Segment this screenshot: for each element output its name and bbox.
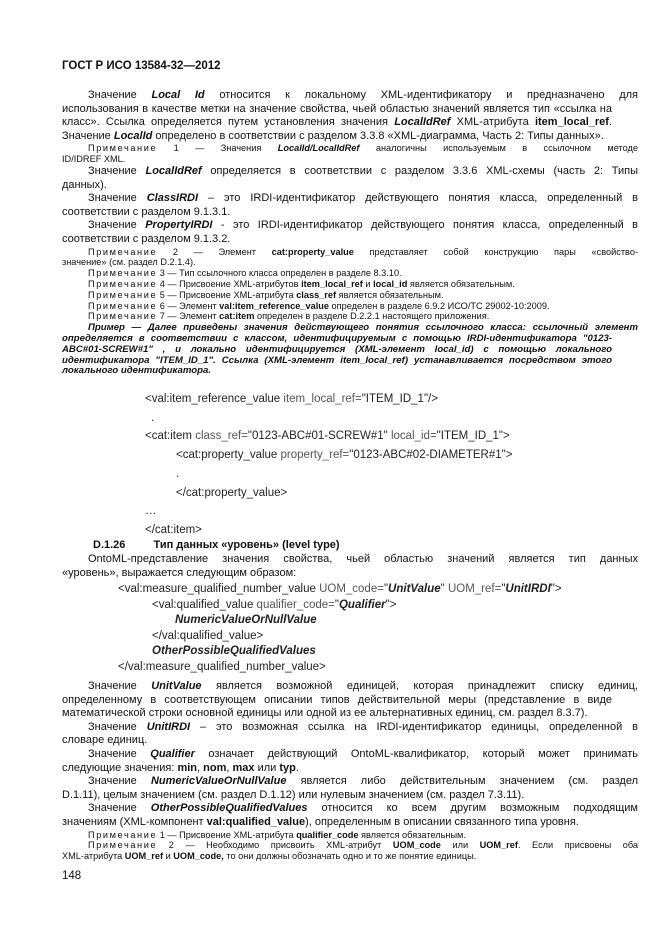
text-run: 1 — Значения <box>157 143 278 154</box>
text-line <box>62 734 612 747</box>
code-token: " <box>440 583 448 595</box>
text-line <box>62 192 638 205</box>
text-line <box>62 707 612 720</box>
text-run: UnitValue <box>151 680 202 692</box>
text-run: является возможной единицей, которая принадлежит списку единиц, <box>201 680 638 692</box>
text-run: UOM_ref <box>479 840 518 851</box>
text-run: то они должны обозначать одно и то же понятие единицы. <box>223 851 477 862</box>
text-run: , <box>226 761 233 774</box>
text-run: использования в качестве метки на значение свойства, чьей областью значений является тип «ссылка на <box>62 102 612 115</box>
code-token: <cat:property_value <box>176 449 281 462</box>
code-token: . <box>151 411 155 424</box>
code-token: " <box>383 583 389 595</box>
text-run: Пример — Далее приведены значения действующего понятия ссылочного класса: ссылочный элемент <box>88 322 638 334</box>
code-line <box>176 486 287 500</box>
code-line <box>118 582 562 596</box>
text-line <box>62 789 612 802</box>
code-token: UOM_ref= <box>447 583 502 595</box>
text-run: Примечание <box>88 311 158 322</box>
code-token: "0123-ABC#02-DIAMETER#1"> <box>349 449 513 462</box>
document-header: ГОСТ Р ИСО 13584-32—2012 <box>62 60 221 72</box>
text-run: Значение <box>88 802 151 815</box>
text-line <box>62 116 612 129</box>
text-run: 1 — Присвоение XML-атрибута <box>157 829 297 840</box>
code-token: qualifier_code= <box>256 598 335 611</box>
text-line <box>62 553 638 566</box>
text-line <box>62 322 638 333</box>
text-run: XML-атрибута <box>62 851 125 862</box>
text-run: cat:item <box>219 311 255 322</box>
text-line <box>62 143 638 154</box>
text-run: означает действующий OntoML-квалификатор, который может принимать <box>194 748 638 760</box>
text-run: val:qualified_value <box>206 816 306 828</box>
code-token: </val:qualified_value> <box>152 629 264 642</box>
text-run: и <box>362 279 374 289</box>
text-run: max <box>232 761 255 774</box>
text-line <box>62 840 638 851</box>
text-run: ABC#01-SCREW#1" , и локально идентифицируется (XML-элемент local_id) с помощью локального <box>62 343 612 355</box>
text-run: соответствии с разделом 9.1.3.1. <box>62 205 231 218</box>
text-line <box>62 355 612 366</box>
text-line <box>62 103 612 116</box>
text-run: Значение <box>88 680 152 692</box>
code-token: " <box>501 583 506 595</box>
text-run: определен в разделе 6.9.2 ИСО/ТС 29002-10:2009. <box>328 300 550 311</box>
text-line <box>62 219 638 232</box>
text-line <box>62 247 638 258</box>
text-run: является обязательным. <box>336 289 444 300</box>
code-token: "ITEM_ID_1"> <box>436 430 510 443</box>
code-token: … <box>145 505 157 518</box>
text-run: 6 — Элемент <box>157 300 220 311</box>
code-token: local_id= <box>390 430 437 443</box>
text-run: Значение <box>88 720 147 733</box>
text-run: аналогичны используемым в ссылочном методе <box>359 143 638 154</box>
code-line <box>176 448 512 462</box>
text-run: определено в соответствии с разделом 3.3.8 «XML-диаграмма, Часть 2: Типы данных». <box>152 129 604 142</box>
text-run: относится ко всем другим возможным подходящим <box>307 802 638 815</box>
text-run: Значение <box>88 775 151 788</box>
code-token: UnitValue <box>388 583 441 595</box>
text-run: представляет собой конструкцию пары «свойство- <box>353 246 638 257</box>
text-run: – это IRDI-идентификатор действующего понятия класса, определенный в <box>198 192 638 205</box>
text-run: local_id <box>373 279 408 289</box>
text-line <box>62 567 612 580</box>
text-run: XML-атрибута <box>450 116 535 129</box>
text-run: определен в разделе D.2.2.1 настоящего приложения. <box>254 311 490 322</box>
code-token: </val:measure_qualified_number_value> <box>118 661 326 673</box>
code-token: </cat:item> <box>145 523 202 536</box>
text-run: 5 — Присвоение XML-атрибута <box>157 289 297 300</box>
text-line <box>62 206 612 219</box>
text-run: Примечание <box>88 279 158 289</box>
text-run: значение» (см. раздел D.2.1.4). <box>62 257 196 268</box>
text-run: item_local_ref <box>301 279 363 289</box>
text-run: Значение <box>62 129 114 142</box>
text-line <box>62 311 638 322</box>
text-line <box>62 680 638 693</box>
text-run: cat:property_value <box>271 246 354 257</box>
text-line <box>62 721 638 734</box>
text-run: относится к локальному XML-идентификатору и предназначено для <box>204 89 638 101</box>
code-line <box>145 504 157 518</box>
text-run: 4 — Присвоение XML-атрибутов <box>157 279 302 289</box>
text-run: Примечание <box>88 246 158 257</box>
code-token: Qualifier <box>338 598 386 611</box>
text-run: ID/IDREF XML. <box>62 154 126 165</box>
text-run: данных). <box>62 178 107 191</box>
text-line <box>62 165 638 178</box>
code-token: "0123-ABC#01-SCREW#1" <box>247 430 391 443</box>
code-token: NumericValueOrNullValue <box>175 614 317 627</box>
code-token: <val:qualified_value <box>152 598 257 611</box>
text-run: typ <box>279 761 296 774</box>
code-line <box>152 644 316 658</box>
text-run: item_local_ref <box>534 116 609 129</box>
code-token: item_local_ref= <box>283 393 362 405</box>
text-line <box>62 816 612 829</box>
text-run: Примечание <box>88 829 158 840</box>
section-title: Тип данных «уровень» (level type) <box>153 539 340 551</box>
text-run: nom <box>203 761 227 774</box>
text-run: LocalId/LocalIdRef <box>277 143 360 154</box>
text-line <box>62 179 612 192</box>
text-line <box>62 279 638 290</box>
text-line <box>62 154 612 165</box>
code-token: <val:item_reference_value <box>145 393 284 405</box>
code-line <box>152 598 396 612</box>
code-token: UnitIRDI <box>505 583 551 595</box>
text-line <box>62 748 638 761</box>
text-run: «уровень», выражается следующим образом: <box>62 566 297 579</box>
code-token: <cat:item <box>145 430 196 443</box>
text-run: LocalIdRef <box>394 116 451 129</box>
text-run: . Если присвоены оба <box>517 840 639 851</box>
text-run: NumericValueOrNullValue <box>150 775 287 788</box>
code-token: property_ref= <box>280 449 350 462</box>
section-number: D.1.26 <box>93 539 126 551</box>
code-line <box>145 523 202 537</box>
text-run: D.1.11), целым значением (см. раздел D.1.12) или нулевым значением (см. раздел 7.3.11). <box>62 788 525 801</box>
code-line <box>118 660 326 674</box>
code-line <box>176 467 179 481</box>
code-token: "> <box>385 598 397 611</box>
text-line <box>62 268 638 279</box>
code-line <box>152 629 263 643</box>
text-run: 7 — Элемент <box>157 311 220 322</box>
text-run: Qualifier <box>150 748 195 760</box>
text-line <box>62 344 612 355</box>
code-line <box>175 613 317 627</box>
text-run: Значение <box>88 192 147 205</box>
text-line <box>62 233 612 246</box>
text-run: математической строки основной единицы или одной из ее альтернативных единиц, см. раздел 8.3.7). <box>62 707 588 720</box>
text-line <box>62 301 638 312</box>
text-line <box>62 290 638 301</box>
text-run: или <box>254 761 280 774</box>
text-run: qualifier_code <box>296 829 359 840</box>
text-run: и <box>163 851 174 862</box>
text-run: Примечание <box>88 840 158 851</box>
text-run: Примечание <box>88 300 158 311</box>
text-run: является обязательным. <box>407 279 515 289</box>
text-run: 2 — Элемент <box>157 246 272 257</box>
text-run: OntoML-представление значения свойства, чьей областью значений является тип данных <box>88 553 638 565</box>
code-token: "ITEM_ID_1"/> <box>361 393 438 405</box>
text-run: локального идентификатора. <box>62 365 211 377</box>
code-line <box>151 411 154 425</box>
text-line <box>62 775 638 788</box>
text-run: идентификатора "ITEM_ID_1". Ссылка (XML-элемент item_local_ref) устанавливается посредством этого <box>62 354 612 366</box>
text-run: LocalIdRef <box>145 165 202 177</box>
text-line <box>62 365 612 376</box>
text-run: класс». Ссылка определяется путем установления значения <box>62 116 395 129</box>
code-token: "> <box>550 583 562 595</box>
text-run: , <box>197 761 204 774</box>
text-run: UOM_code <box>392 840 441 851</box>
text-line <box>62 333 612 344</box>
code-line <box>145 429 510 443</box>
text-line <box>62 830 638 841</box>
text-run: val:item_reference_value <box>219 300 329 311</box>
text-run: ), определенным в описании связанного типа уровня. <box>305 816 579 828</box>
text-run: – это возможная ссылка на IRDI-идентификатор единицы, определенной в <box>190 720 638 733</box>
text-run: Примечание <box>88 289 158 300</box>
section-heading <box>93 539 643 552</box>
text-line <box>62 802 638 815</box>
text-run: 3 — Тип ссылочного класса определен в разделе 8.3.10. <box>157 268 402 279</box>
code-token: . <box>176 467 180 480</box>
text-run: - это IRDI-идентификатор действующего понятия класса, определенный в <box>212 219 638 232</box>
text-line <box>62 762 612 775</box>
text-run: Значение <box>88 165 146 177</box>
text-run: . <box>608 116 612 129</box>
text-run: Примечание <box>88 143 158 154</box>
text-run: 2 — Необходимо присвоить XML-атрибут <box>157 840 393 851</box>
code-line <box>145 392 438 406</box>
text-run: UnitIRDI <box>146 720 191 733</box>
page-number: 148 <box>62 870 82 882</box>
text-run: определяется в соответствии с классом, идентифицируемым с помощью IRDI-идентификатора "0123- <box>62 333 612 344</box>
code-token: <val:measure_qualified_number_value <box>118 583 320 595</box>
text-run: определяется в соответствии с разделом 3.3.6 XML-схемы (часть 2: Типы <box>201 165 638 177</box>
text-run: следующие значения: <box>62 761 178 774</box>
code-token: </cat:property_value> <box>176 486 288 499</box>
text-run: . <box>295 761 299 774</box>
code-token: class_ref= <box>195 430 248 443</box>
text-run: значениям (XML-компонент <box>62 816 207 828</box>
text-line <box>62 694 612 707</box>
text-run: LocalId <box>113 129 153 142</box>
text-run: соответствии с разделом 9.1.3.2. <box>62 233 231 245</box>
text-run: Значение <box>88 89 152 101</box>
text-line <box>62 851 612 862</box>
text-line <box>62 130 612 143</box>
text-run: PropertyIRDI <box>145 219 213 232</box>
text-run: class_ref <box>296 289 337 300</box>
text-run: определенному в соответствующем описании типов действительной меры (представление в виде <box>62 693 612 706</box>
text-run: Значение <box>88 748 151 760</box>
text-run: Значение <box>88 219 146 232</box>
code-token: " <box>334 598 339 611</box>
text-run: является либо действительным значением (см. раздел <box>286 775 638 788</box>
text-run: Примечание <box>88 268 158 279</box>
text-run: UOM_code, <box>173 851 224 862</box>
text-run: или <box>440 840 480 851</box>
text-run: min <box>177 761 198 774</box>
text-line <box>62 89 638 102</box>
code-token: OtherPossibleQualifiedValues <box>152 645 316 658</box>
text-run: является обязательным. <box>358 829 466 840</box>
text-run: ClassIRDI <box>146 192 199 205</box>
text-run: словаре единиц. <box>62 734 148 747</box>
text-run: UOM_ref <box>124 851 164 862</box>
text-line <box>62 257 612 268</box>
text-run: OtherPossibleQualifiedValues <box>150 802 308 815</box>
code-token: UOM_code= <box>319 583 384 595</box>
text-run: Local Id <box>151 89 205 101</box>
